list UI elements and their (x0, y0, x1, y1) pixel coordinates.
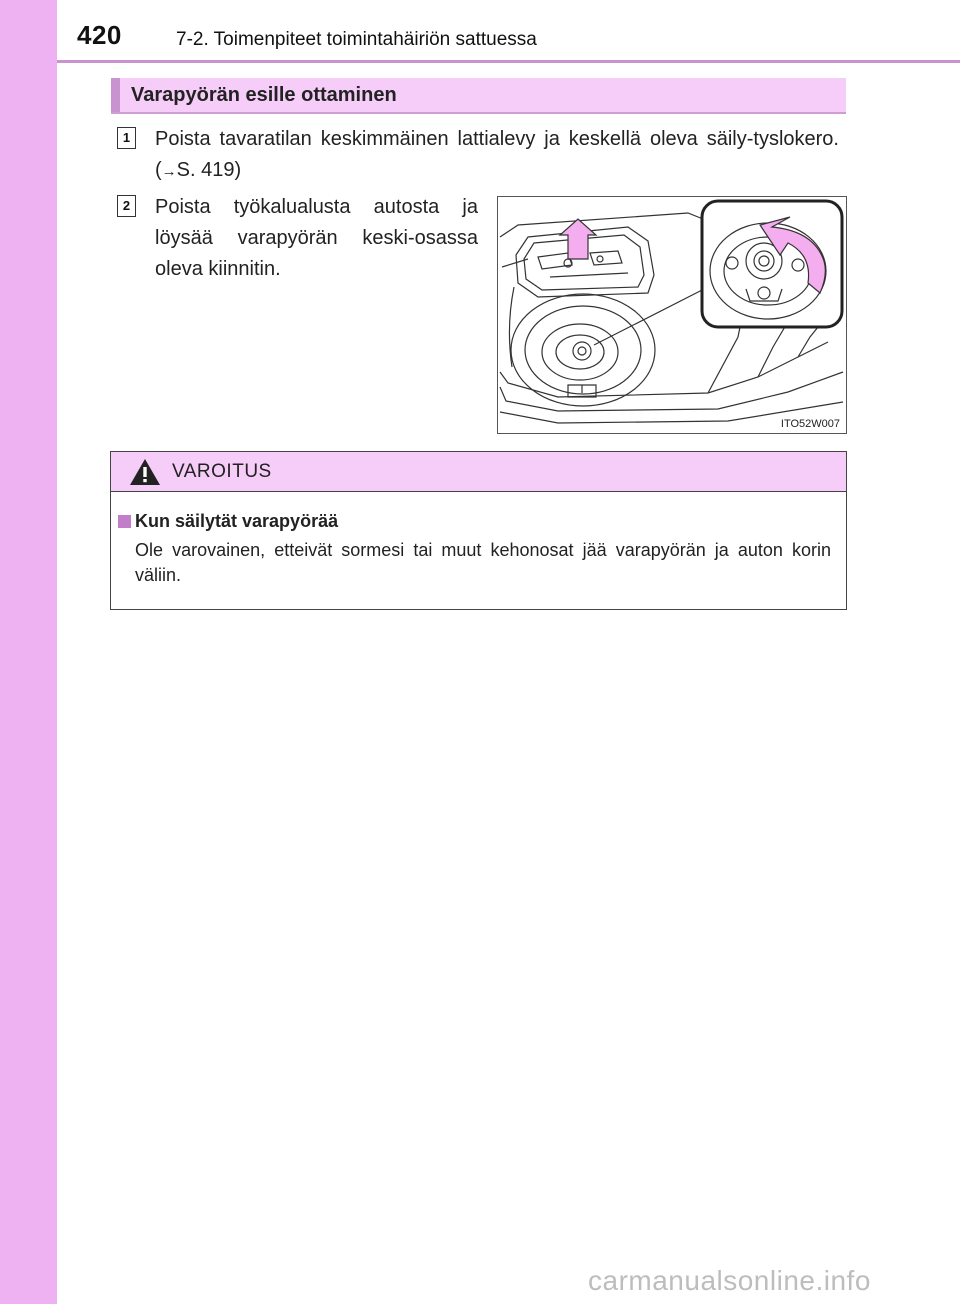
page-number: 420 (77, 20, 122, 50)
warning-body: Ole varovainen, etteivät sormesi tai muut kehonosat jää varapyörän ja auton korin väliin. (135, 540, 831, 585)
step-1-text (155, 124, 839, 187)
step-1-text-before: Poista tavaratilan keskimmäinen lattialevy ja keskellä oleva säily-tyslokero. ( (155, 128, 839, 181)
arrow-icon: → (161, 163, 177, 180)
step-1-text-after: S. 419) (176, 159, 242, 181)
bullet-square-icon (118, 515, 131, 528)
step-number-2: 2 (117, 195, 136, 217)
step-2-text: Poista työkalualusta autosta ja löysää varapyörän keski-osassa oleva kiinnitin. (155, 196, 478, 280)
section-title: Varapyörän esille ottaminen (131, 84, 397, 106)
spare-wheel-drawing (498, 197, 846, 433)
spare-wheel-illustration (497, 196, 847, 434)
figure-code: ITO52W007 (780, 418, 840, 430)
watermark: carmanualsonline.info (588, 1265, 871, 1296)
header-divider (57, 60, 960, 63)
section-accent (111, 78, 120, 112)
section-heading-bar (111, 78, 846, 114)
step-number-1: 1 (117, 127, 136, 149)
warning-subheading: Kun säilytät varapyörää (135, 511, 339, 531)
warning-box (110, 451, 847, 610)
sidebar-strip (0, 0, 57, 1304)
chapter-title: 7-2. Toimenpiteet toimintahäiriön sattuessa (176, 29, 537, 50)
warning-label: VAROITUS (172, 461, 272, 482)
warning-triangle-icon (129, 458, 161, 486)
warning-header (111, 452, 846, 492)
